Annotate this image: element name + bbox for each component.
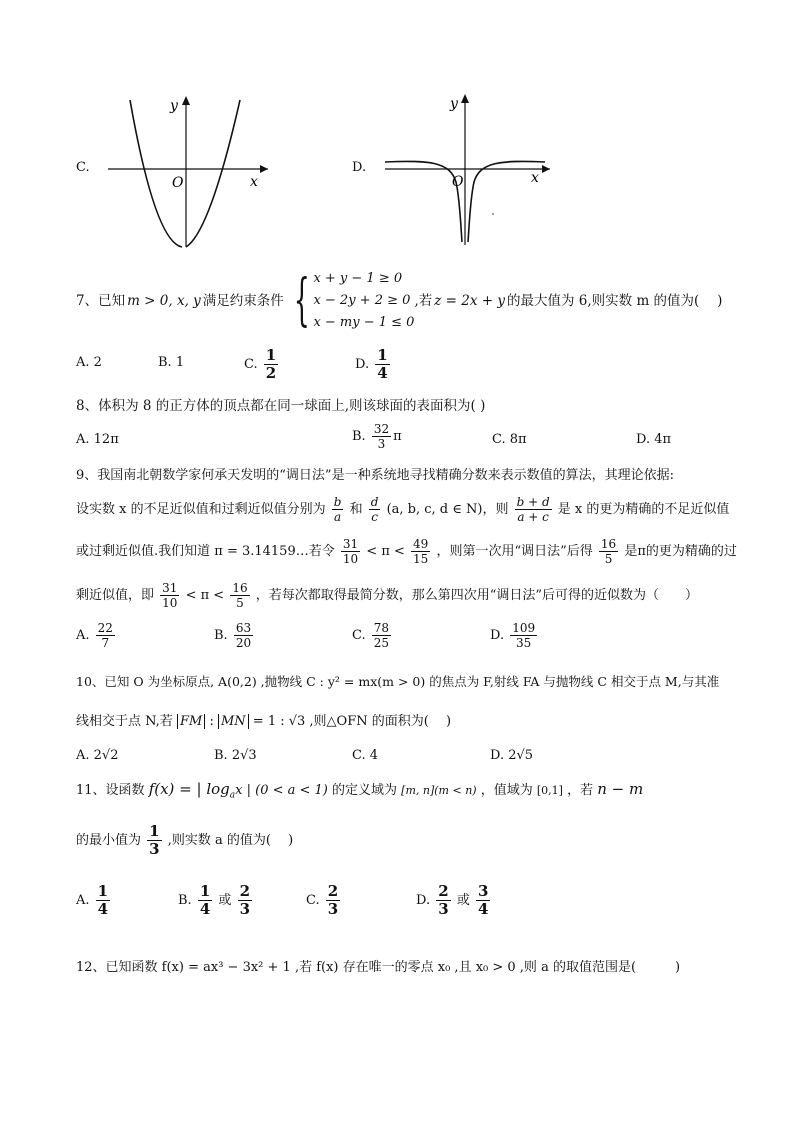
q8-option-a[interactable]: A. 12π — [76, 432, 119, 447]
q9-l2a: 设实数 x 的不足近似值和过剩近似值分别为 — [76, 502, 326, 517]
q11-option-d-label: D. — [416, 893, 431, 908]
q9-option-c-den: 25 — [373, 636, 390, 650]
q11-option-b-label: B. — [178, 893, 192, 908]
q9-option-b-num: 63 — [235, 621, 252, 635]
graph-d-y-arrow — [461, 94, 469, 103]
q9-l4c: ，若每次都取得最简分数，那么第四次用“调日法”后可得的近似数为（ ） — [255, 588, 699, 603]
q11-option-d-or: 或 — [456, 893, 470, 908]
q11-option-c-label: C. — [306, 893, 320, 908]
graph-d-left-branch — [385, 161, 462, 242]
q10-option-a[interactable]: A. 2√2 — [76, 748, 119, 763]
q10-option-b[interactable]: B. 2√3 — [214, 748, 257, 763]
graph-c-left-branch — [130, 100, 182, 247]
q9-option-a-label: A. — [76, 628, 90, 643]
q10-l2a: 线相交于点 N,若 — [76, 714, 173, 729]
q9-line-1: 9、我国南北朝数学家何承天发明的“调日法”是一种系统地寻找精确分数来表示数值的算法，其理论依据: — [76, 468, 674, 483]
q9-l2b: 和 — [349, 502, 363, 517]
q9-frac8-den: 5 — [236, 596, 244, 610]
q11-l2a: 的最小值为 — [76, 833, 142, 848]
q10-fm: FM — [177, 714, 205, 729]
q8-option-b-num: 32 — [373, 422, 390, 436]
q7-mid: 满足约束条件 — [202, 293, 284, 309]
q9-l3c: ，则第一次用“调日法”后得 — [436, 544, 593, 559]
q11-option-c-num: 2 — [327, 882, 339, 900]
q7-ineq-1: x + y − 1 ≥ 0 — [313, 271, 403, 286]
q7-option-b[interactable]: B. 1 — [158, 355, 185, 370]
q9-l3b: < π < — [366, 544, 405, 559]
q11-option-d-num1: 2 — [438, 882, 449, 900]
q10-line-1: 10、已知 O 为坐标原点, A(0,2) ,抛物线 C : y² = mx(m > 0) 的焦点为 F,射线 FA 与抛物线 C 相交于点 M,与其准 — [76, 674, 720, 689]
q9-line-4 — [76, 582, 698, 609]
q7-ineq-2: x − 2y + 2 ≥ 0 — [313, 293, 411, 308]
q9-option-a-den: 7 — [101, 636, 110, 650]
q11-option-b-num2: 2 — [239, 882, 250, 900]
graph-d-y-label: y — [450, 96, 458, 112]
graph-c — [100, 92, 280, 252]
q9-frac4-den: 10 — [342, 552, 359, 566]
q10-option-d[interactable]: D. 2√5 — [490, 748, 534, 763]
q11-option-d-num2: 3 — [477, 882, 489, 900]
q9-frac7-num: 31 — [162, 581, 178, 595]
q7-option-c[interactable] — [244, 348, 280, 381]
q7-option-a[interactable]: A. 2 — [76, 355, 102, 370]
q8-option-c[interactable]: C. 8π — [492, 432, 527, 447]
q10-mn: MN — [218, 714, 249, 729]
q7-cond: m > 0, x, y — [127, 293, 201, 309]
graph-c-y-arrow — [182, 96, 190, 105]
q9-option-d-num: 109 — [512, 621, 536, 635]
q8-option-b-label: B. — [352, 429, 366, 444]
graph-c-x-label: x — [250, 174, 258, 190]
q9-frac6-den: 5 — [604, 552, 613, 566]
q9-option-a[interactable] — [76, 622, 117, 649]
q11-nm: n − m — [597, 780, 644, 798]
q9-frac8-num: 16 — [232, 581, 248, 595]
q11-option-b-or: 或 — [218, 893, 232, 908]
q7-option-d-label: D. — [355, 357, 370, 372]
q11-l1a: 11、设函数 — [76, 783, 145, 798]
q11-option-a-num: 1 — [97, 882, 109, 900]
q9-frac2-num: d — [370, 495, 379, 509]
q10-l2e: = 1 : √3 ,则△OFN 的面积为( ) — [252, 714, 452, 729]
q11-domain: [m, n](m < n) — [401, 784, 477, 797]
q9-frac7-den: 10 — [162, 596, 178, 610]
question-8: 8、体积为 8 的正方体的顶点都在同一球面上,则该球面的表面积为( ) — [76, 398, 486, 414]
q11-l1d: 的定义域为 — [332, 783, 398, 798]
q9-option-d-label: D. — [490, 628, 505, 643]
q11-option-b-den2: 3 — [239, 900, 250, 918]
q9-line-2 — [76, 496, 729, 523]
q9-frac6-num: 16 — [600, 537, 617, 551]
q7-option-c-label: C. — [244, 357, 258, 372]
q11-line-1 — [76, 779, 643, 806]
question-7 — [76, 268, 722, 334]
graph-c-x-arrow — [260, 165, 268, 173]
graph-d — [380, 90, 555, 250]
graph-d-speck — [492, 213, 494, 215]
q11-option-c[interactable] — [306, 884, 342, 917]
q11-option-b-den1: 4 — [199, 900, 211, 918]
q9-l4b: < π < — [185, 588, 225, 603]
q10-option-c[interactable]: C. 4 — [352, 748, 379, 763]
q7-option-d[interactable] — [355, 348, 392, 381]
q9-l3d: 是π的更为精确的过 — [624, 544, 737, 559]
q9-frac3-num: b + d — [516, 495, 550, 509]
q9-option-d[interactable] — [490, 622, 539, 649]
q11-option-d-den1: 3 — [438, 900, 449, 918]
q7-constraints — [313, 268, 414, 334]
q9-l4a: 剩近似值，即 — [76, 588, 155, 603]
q11-option-c-den: 3 — [327, 900, 339, 918]
option-d-label: D. — [352, 160, 367, 175]
q11-line-2 — [76, 824, 293, 857]
q7-post2: 的最大值为 6,则实数 m 的值为( ) — [507, 293, 723, 309]
q9-frac5-num: 49 — [413, 537, 429, 551]
graph-d-x-label: x — [531, 170, 539, 186]
q9-l2c: (a, b, c, d ∈ N)，则 — [386, 502, 509, 517]
option-c-label: C. — [76, 160, 90, 175]
q9-option-b-den: 20 — [235, 636, 252, 650]
q11-option-d-den2: 4 — [477, 900, 489, 918]
q10-line-2 — [76, 712, 451, 732]
q9-option-b-label: B. — [214, 628, 228, 643]
q11-option-b-num1: 1 — [199, 882, 211, 900]
q11-log-base: a — [229, 790, 236, 801]
q11-option-a-label: A. — [76, 893, 90, 908]
q9-option-d-den: 35 — [516, 636, 532, 650]
q11-option-b[interactable] — [178, 884, 254, 917]
q8-option-d[interactable]: D. 4π — [636, 432, 672, 447]
graph-d-origin: O — [452, 174, 464, 190]
q9-frac5-den: 15 — [413, 552, 429, 566]
q9-option-a-num: 22 — [97, 621, 113, 635]
q9-frac4-num: 31 — [342, 537, 359, 551]
graph-d-x-arrow — [542, 165, 550, 173]
q11-option-d[interactable] — [416, 884, 492, 917]
q9-frac3-den: a + c — [517, 510, 549, 524]
q11-option-a-den: 4 — [97, 900, 109, 918]
q9-frac1-den: a — [334, 510, 342, 524]
q8-option-b-pi: π — [393, 429, 402, 444]
q8-option-b-den: 3 — [377, 437, 386, 451]
q9-l3a: 或过剩近似值.我们知道 π = 3.14159…若令 — [76, 544, 335, 559]
q9-frac1-num: b — [333, 495, 342, 509]
q9-option-c-label: C. — [352, 628, 366, 643]
graph-c-right-branch — [186, 100, 240, 247]
q9-option-c[interactable] — [352, 622, 393, 649]
question-12: 12、已知函数 f(x) = ax³ − 3x² + 1 ,若 f(x) 存在唯一的零点 x₀ ,且 x₀ > 0 ,则 a 的取值范围是( ) — [76, 960, 681, 975]
q9-frac2-den: c — [371, 510, 378, 524]
q11-l2b: ,则实数 a 的值为( ) — [167, 833, 294, 848]
q7-option-c-num: 1 — [265, 346, 277, 364]
q7-option-d-den: 4 — [377, 364, 388, 382]
q7-option-d-num: 1 — [377, 346, 388, 364]
q11-range: [0,1] — [536, 784, 563, 797]
q7-ineq-3: x − my − 1 ≤ 0 — [313, 315, 415, 330]
q7-pre: 7、已知 — [76, 293, 126, 309]
graph-c-y-label: y — [170, 98, 178, 114]
q7-post1: ,若 — [414, 293, 433, 309]
q11-func-tail: x | (0 < a < 1) — [235, 783, 328, 798]
q9-l2d: 是 x 的更为精确的不足近似值 — [557, 502, 730, 517]
q7-expr: z = 2x + y — [434, 293, 505, 309]
q10-colon: : — [209, 714, 214, 729]
graph-c-origin: O — [172, 175, 184, 191]
q11-l1h: ，若 — [567, 783, 594, 798]
q7-option-c-den: 2 — [265, 364, 277, 382]
q9-option-c-num: 78 — [373, 621, 390, 635]
q11-frac-den: 3 — [149, 840, 160, 858]
q11-option-a[interactable] — [76, 884, 112, 917]
q9-line-3 — [76, 538, 737, 565]
q9-option-b[interactable] — [214, 622, 255, 649]
q11-func: f(x) = | log — [148, 780, 230, 798]
q11-l1f: ，值域为 — [480, 783, 533, 798]
q8-option-b[interactable] — [352, 423, 402, 450]
q11-frac-num: 1 — [149, 822, 160, 840]
q7-brace: { — [293, 268, 310, 333]
